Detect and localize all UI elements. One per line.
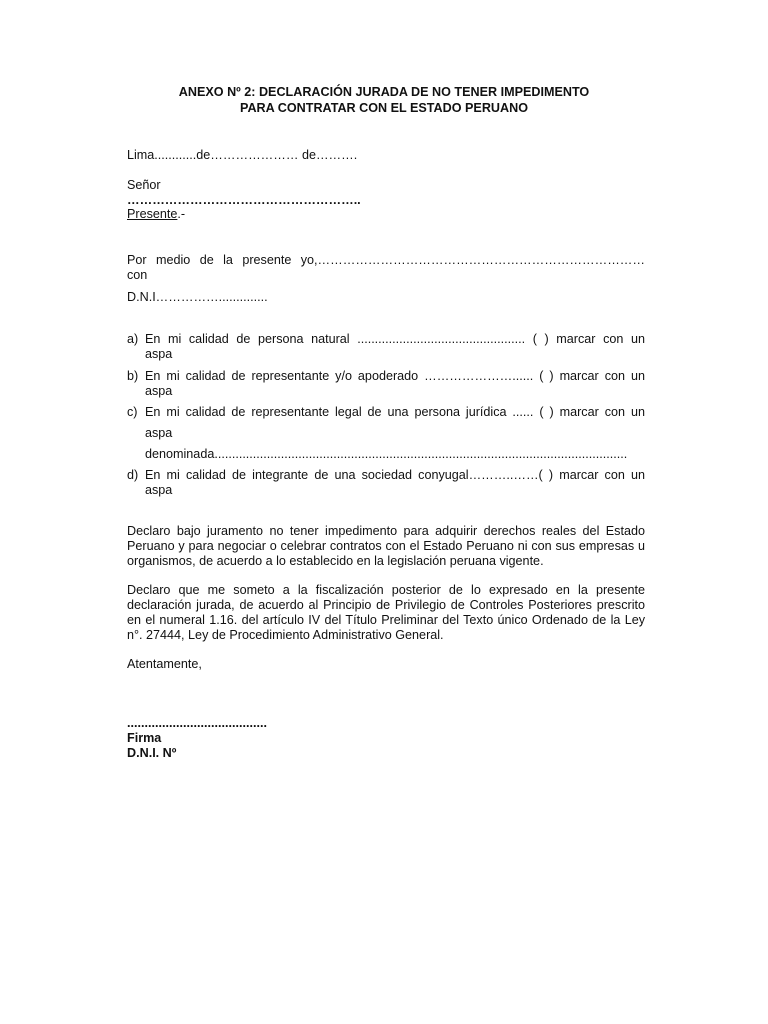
signature-dni: D.N.I. Nº — [127, 746, 177, 760]
signature-label: Firma — [127, 731, 162, 745]
option-c — [127, 405, 645, 462]
intro-statement — [127, 253, 645, 283]
addressee-dots: ……………………………………………….. — [127, 193, 361, 207]
option-d — [127, 468, 645, 498]
option-text: En mi calidad de representante y/o apoderado …………………...... ( ) marcar con un — [145, 369, 645, 383]
closing-text: Atentamente, — [127, 657, 202, 671]
option-letter: b) — [127, 369, 139, 383]
option-continuation: aspa — [145, 384, 173, 398]
addressee-presente — [127, 207, 645, 222]
option-denominada: denominada...................................................................................................................... — [145, 447, 628, 461]
option-text: En mi calidad de representante legal de una persona jurídica ...... ( ) marcar con un — [145, 405, 645, 419]
presente-suffix: .- — [177, 207, 186, 221]
dni-line: D.N.I…………….............. — [127, 290, 268, 304]
option-letter: d) — [127, 468, 139, 482]
place-date-line: Lima............de………………… de………. — [127, 148, 358, 162]
option-letter: a) — [127, 332, 139, 346]
title-line-1: ANEXO Nº 2: DECLARACIÓN JURADA DE NO TENER IMPEDIMENTO — [178, 85, 590, 99]
option-text: En mi calidad de persona natural ................................................ ( ) marcar con un — [145, 332, 645, 346]
intro-line-2: con — [127, 268, 148, 282]
intro-line-1: Por medio de la presente yo,…………………………………………………………………… — [127, 253, 645, 267]
option-letter: c) — [127, 405, 138, 419]
option-text: En mi calidad de integrante de una sociedad conyugal………..……( ) marcar con un — [145, 468, 645, 482]
document-title — [0, 85, 768, 116]
option-continuation: aspa — [145, 347, 173, 361]
declaration-paragraph-1: Declaro bajo juramento no tener impedimento para adquirir derechos reales del Estado Peruano y para negociar o celebrar contratos con el Estado Peruano ni con sus empresas u organismos, de acuerdo a lo establecido en la legislación peruana vigente. — [127, 524, 645, 568]
option-a — [127, 332, 645, 362]
option-continuation: aspa — [145, 426, 173, 440]
option-b — [127, 369, 645, 399]
declaration-paragraph-2: Declaro que me someto a la fiscalización posterior de lo expresado en la presente declaración jurada, de acuerdo al Principio de Privilegio de Controles Posteriores prescrito en el numeral 1.16. del artículo IV del Título Preliminar del Texto único Ordenado de la Ley n°. 27444, Ley de Procedimiento Administrativo General. — [127, 583, 645, 642]
option-continuation: aspa — [145, 483, 173, 497]
addressee-salutation: Señor — [127, 178, 161, 192]
presente-word: Presente — [127, 207, 178, 221]
title-line-2: PARA CONTRATAR CON EL ESTADO PERUANO — [239, 100, 529, 115]
signature-line: ........................................ — [127, 716, 267, 730]
